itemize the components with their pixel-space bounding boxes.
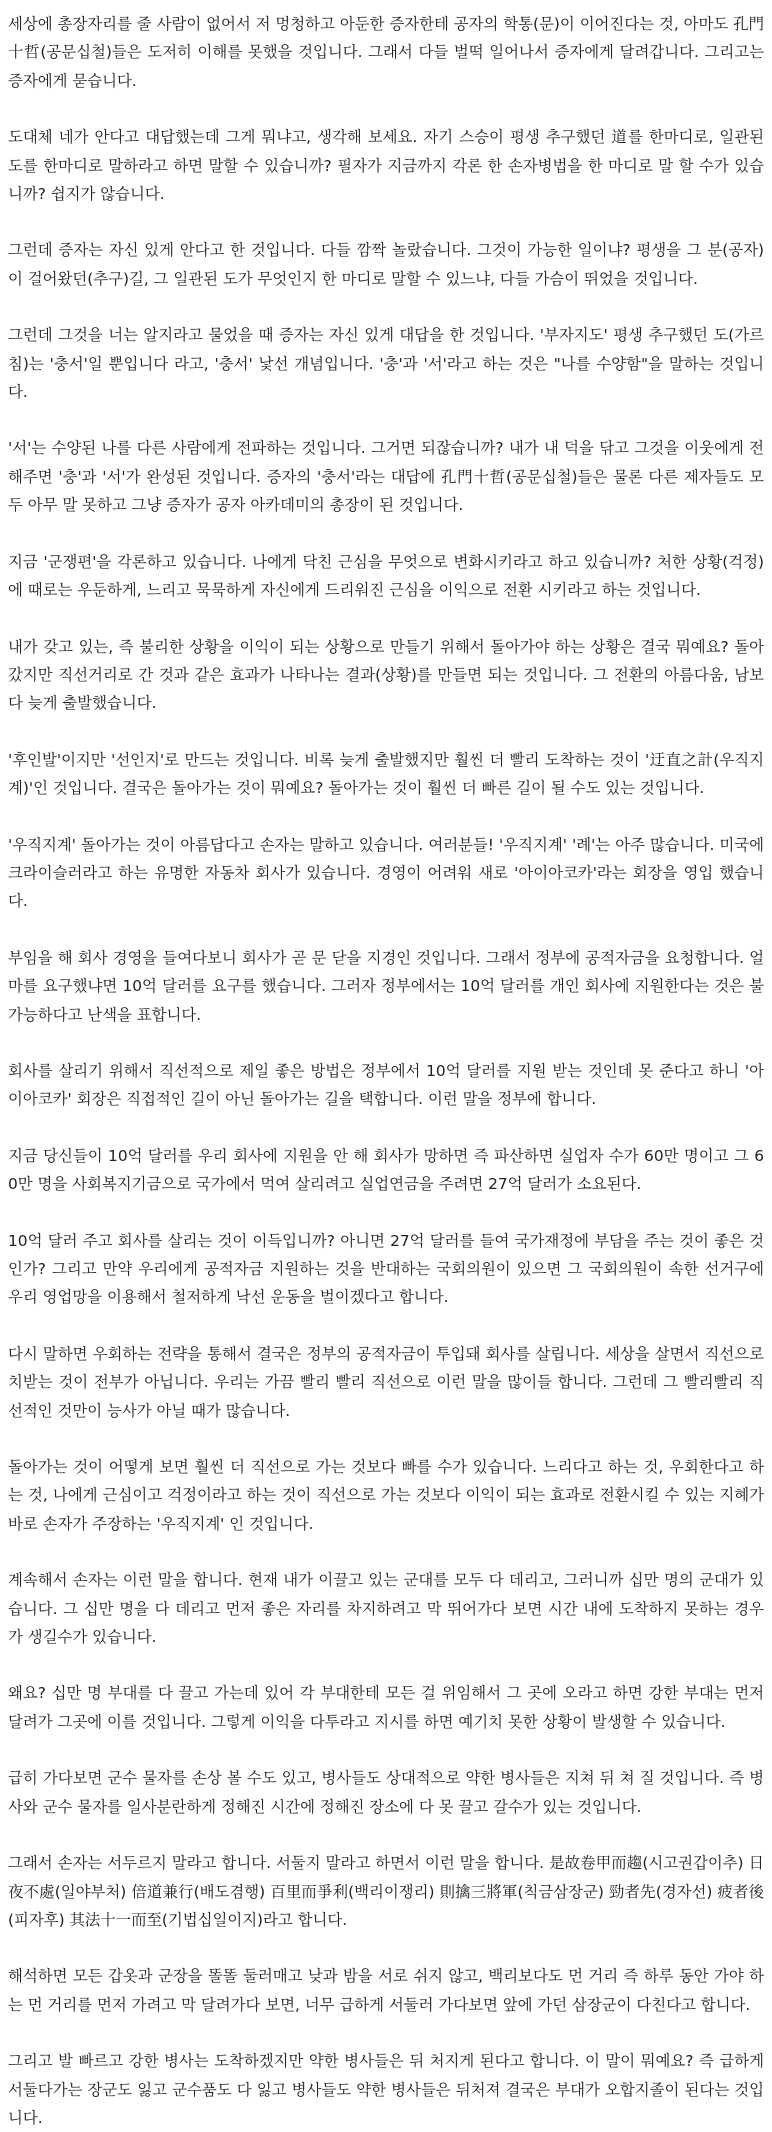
paragraph-11: 회사를 살리기 위해서 직선적으로 제일 좋은 방법은 정부에서 10억 달러를 지원 받는 것인데 못 준다고 하니 '아이아코카' 회장은 직접적인 길이 아닌 돌아가는 길을 택합니다. 이런 말을 정부에 합니다. <box>8 1061 764 1109</box>
paragraph-16: 계속해서 손자는 이런 말을 합니다. 현재 내가 이끌고 있는 군대를 모두 다 데리고, 그러니까 십만 명의 군대가 있습니다. 그 십만 명을 다 데리고 먼저 좋은 자리를 차지하려고 막 뛰어가다 보면 시간 내에 도착하지 못하는 경우가 생길수가 있습니다. <box>8 1571 764 1647</box>
paragraph-9: '우직지계' 돌아가는 것이 아름답다고 손자는 말하고 있습니다. 여러분들! '우직지계' '례'는 아주 많습니다. 미국에 크라이슬러라고 하는 유명한 자동차 회사가 있습니다. 경영이 어려워 새로 '아이아코카'라는 회장을 영입 했습니다. <box>8 835 764 911</box>
paragraph-10: 부임을 해 회사 경영을 들여다보니 회사가 곧 문 닫을 지경인 것입니다. 그래서 정부에 공적자금을 요청합니다. 얼마를 요구했냐면 10억 달러를 요구를 했습니다. 그러자 정부에서는 10억 달러를 개인 회사에 지원한다는 것은 불가능하다고 난색을 표합니다. <box>8 948 764 1024</box>
paragraph-2: 도대체 네가 안다고 대답했는데 그게 뭐냐고, 생각해 보세요. 자기 스승이 평생 추구했던 道를 한마디로, 일관된 도를 한마디로 말하라고 하면 말할 수 있습니까? 필자가 지금까지 각론 한 손자병법을 한 마디로 말 할 수가 있습니까? 쉽지가 않습니다. <box>8 128 764 204</box>
paragraph-1: 세상에 총장자리를 줄 사람이 없어서 저 멍청하고 아둔한 증자한테 공자의 학통(문)이 이어진다는 것, 아마도 孔門十哲(공문십철)들은 도저히 이해를 못했을 것입니다. 그래서 다들 벌떡 일어나서 증자에게 달려갑니다. 그리고는 증자에게 묻습니다. <box>8 15 764 90</box>
paragraph-3: 그런데 증자는 자신 있게 안다고 한 것입니다. 다들 깜짝 놀랐습니다. 그것이 가능한 일이냐? 평생을 그 분(공자)이 걸어왔던(추구)길, 그 일관된 도가 무엇인지 한 마디로 말할 수 있느냐, 다들 가슴이 뛰었을 것입니다. <box>8 241 764 288</box>
paragraph-17: 왜요? 십만 명 부대를 다 끌고 가는데 있어 각 부대한테 모든 걸 위임해서 그 곳에 오라고 하면 강한 부대는 먼저 달려가 그곳에 이를 것입니다. 그렇게 이익을 다투라고 지시를 하면 예기치 못한 상황이 발생할 수 있습니다. <box>8 1684 764 1731</box>
paragraph-14: 다시 말하면 우회하는 전략을 통해서 결국은 정부의 공적자금이 투입돼 회사를 살립니다. 세상을 살면서 직선으로 치받는 것이 전부가 아닙니다. 우리는 가끔 빨리 빨리 직선으로 이런 말을 많이들 합니다. 그런데 그 빨리빨리 직선적인 것만이 능사가 아닐 때가 많습니다. <box>8 1344 764 1420</box>
paragraph-20: 해석하면 모든 갑옷과 군장을 똘똘 둘러매고 낮과 밤을 서로 쉬지 않고, 백리보다도 먼 거리 즉 하루 동안 가야 하는 먼 거리를 먼저 가려고 막 달려가다 보면, 너무 급하게 서둘러 가다보면 앞에 가던 삼장군이 다친다고 합니다. <box>8 1967 764 2014</box>
paragraph-13: 10억 달러 주고 회사를 살리는 것이 이득입니까? 아니면 27억 달러를 들여 국가재정에 부담을 주는 것이 좋은 것인가? 그리고 만약 우리에게 공적자금 지원하는 것을 반대하는 국회의원이 있으면 그 국회의원이 속한 선거구에 우리 영업망을 이용해서 철저하게 낙선 운동을 벌이겠다고 합니다. <box>8 1231 764 1307</box>
paragraph-21: 그리고 발 빠르고 강한 병사는 도착하겠지만 약한 병사들은 뒤 처지게 된다고 합니다. 이 말이 뭐예요? 즉 급하게 서둘다가는 장군도 잃고 군수품도 다 잃고 병사들도 약한 병사들은 뒤처져 결국은 부대가 오합지졸이 된다는 것입니다. <box>8 2052 764 2127</box>
paragraph-6: 지금 '군쟁편'을 각론하고 있습니다. 나에게 닥친 근심을 무엇으로 변화시키라고 하고 있습니까? 처한 상황(걱정)에 때로는 우둔하게, 느리고 묵묵하게 자신에게 드리워진 근심을 이익으로 전환 시키라고 하는 것입니다. <box>8 552 764 600</box>
paragraph-7: 내가 갖고 있는, 즉 불리한 상황을 이익이 되는 상황으로 만들기 위해서 돌아가야 하는 상황은 결국 뭐예요? 돌아갔지만 직선거리로 간 것과 같은 효과가 나타나는 결과(상황)를 만들면 되는 것입니다. 그 전환의 아름다움, 남보다 늦게 출발했습니다. <box>8 637 764 713</box>
paragraph-18: 급히 가다보면 군수 물자를 손상 볼 수도 있고, 병사들도 상대적으로 약한 병사들은 지쳐 뒤 쳐 질 것입니다. 즉 병사와 군수 물자를 일사분란하게 정해진 시간에 정해진 장소에 다 못 끌고 갈수가 있는 것입니다. <box>8 1769 764 1816</box>
paragraph-19: 그래서 손자는 서두르지 말라고 합니다. 서둘지 말라고 하면서 이런 말을 합니다. 是故卷甲而趨(시고권갑이추) 日夜不處(일야부처) 倍道兼行(배도겸행) 百里而爭利(백리이쟁리) 則擒三將軍(칙금삼장군) 勁者先(경자선) 疲者後(피자후) 其法十一而至(기법십일이지)라고 합니다. <box>8 1854 764 1929</box>
paragraph-5: '서'는 수양된 나를 다른 사람에게 전파하는 것입니다. 그거면 되잖습니까? 내가 내 덕을 닦고 그것을 이웃에게 전해주면 '충'과 '서'가 완성된 것입니다. 증자의 '충서'라는 대답에 孔門十哲(공문십철)들은 물론 다른 제자들도 모두 아무 말 못하고 그냥 증자가 공자 아카데미의 총장이 된 것입니다. <box>8 439 764 515</box>
paragraph-15: 돌아가는 것이 어떻게 보면 훨씬 더 직선으로 가는 것보다 빠를 수가 있습니다. 느리다고 하는 것, 우회한다고 하는 것, 나에게 근심이고 걱정이라고 하는 것이 직선으로 가는 것보다 이익이 되는 효과로 전환시킬 수 있는 지혜가 바로 손자가 주장하는 '우직지계' 인 것입니다. <box>8 1458 764 1533</box>
paragraph-12: 지금 당신들이 10억 달러를 우리 회사에 지원을 안 해 회사가 망하면 즉 파산하면 실업자 수가 60만 명이고 그 60만 명을 사회복지기금으로 국가에서 먹여 살리려고 실업연금을 주려면 27억 달러가 소요된다. <box>8 1146 764 1194</box>
paragraph-4: 그런데 그것을 너는 알지라고 물었을 때 증자는 자신 있게 대답을 한 것입니다. '부자지도' 평생 추구했던 도(가르침)는 '충서'일 뿐입니다 라고, '충서' 낯선 개념입니다. '충'과 '서'라고 하는 것은 "나를 수양함"을 말하는 것입니다. <box>8 326 764 402</box>
paragraph-8: '후인발'이지만 '선인지'로 만드는 것입니다. 비록 늦게 출발했지만 훨씬 더 빨리 도착하는 것이 '迂直之計(우직지계)'인 것입니다. 결국은 돌아가는 것이 뭐예요? 돌아가는 것이 훨씬 더 빠른 길이 될 수도 있는 것입니다. <box>8 750 764 798</box>
